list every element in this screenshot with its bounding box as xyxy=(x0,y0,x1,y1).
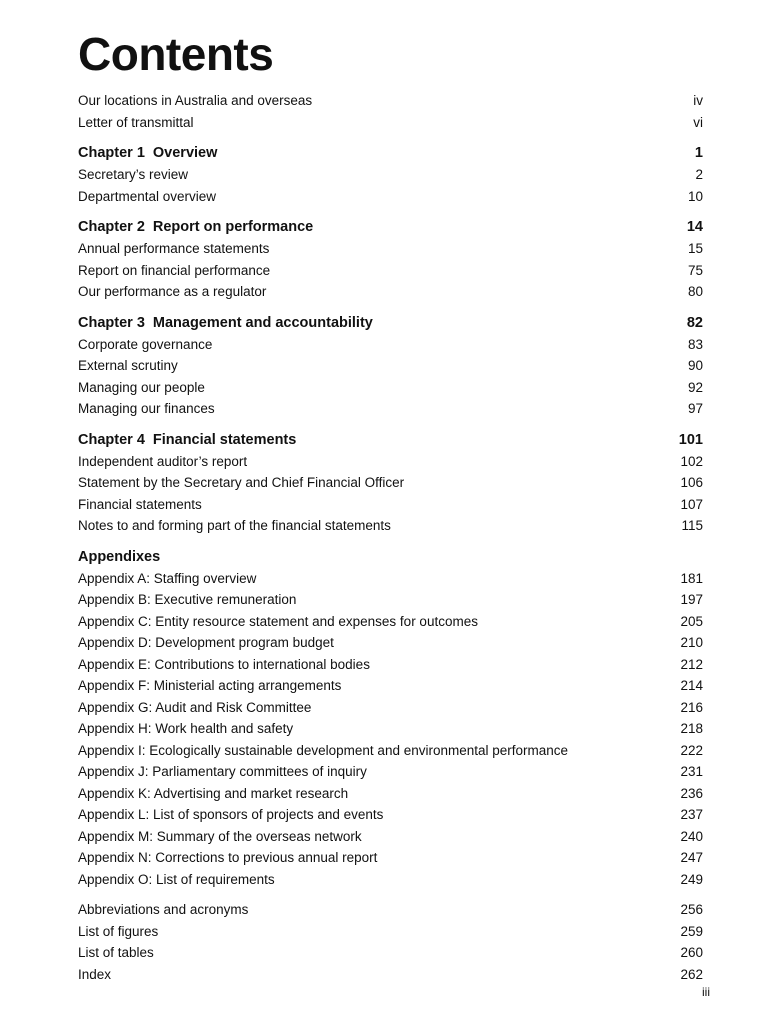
toc-entry[interactable] xyxy=(78,899,703,921)
section-spacer xyxy=(78,207,703,216)
toc-entry-label: Appendix K: Advertising and market research xyxy=(78,785,349,801)
toc-entry-page: 214 xyxy=(680,678,703,693)
chapter-number: Chapter 3 xyxy=(78,314,145,331)
toc-entry-page: 181 xyxy=(680,570,703,586)
toc-entry-label: Managing our people xyxy=(78,379,205,395)
chapter-title: Management and accountability xyxy=(152,314,373,331)
toc-entry[interactable] xyxy=(78,515,703,537)
toc-entry-page: 260 xyxy=(680,945,703,960)
toc-entry-page: 262 xyxy=(680,966,703,982)
chapter-heading-title xyxy=(78,142,217,164)
chapter-heading[interactable] xyxy=(78,429,703,451)
toc-entry[interactable] xyxy=(78,164,703,186)
toc-entry-label: Appendix G: Audit and Risk Committee xyxy=(78,699,312,715)
toc-entry[interactable] xyxy=(78,654,703,676)
toc-entry[interactable] xyxy=(78,632,703,654)
toc-entry[interactable] xyxy=(78,718,703,740)
table-of-contents xyxy=(78,90,703,985)
toc-entry[interactable] xyxy=(78,494,703,516)
toc-entry[interactable] xyxy=(78,675,703,697)
toc-entry-page: 231 xyxy=(680,764,703,779)
toc-entry[interactable] xyxy=(78,847,703,869)
chapter-heading-title xyxy=(78,216,313,238)
toc-entry-label: Appendix A: Staffing overview xyxy=(78,570,257,586)
appendixes-heading-title: Appendixes xyxy=(78,548,161,565)
toc-entry[interactable] xyxy=(78,281,703,303)
toc-entry-page: 80 xyxy=(687,284,703,299)
toc-entry-label: Letter of transmittal xyxy=(78,114,194,130)
toc-entry[interactable] xyxy=(78,112,703,134)
toc-entry-page: 83 xyxy=(687,336,703,352)
toc-entry-page: 90 xyxy=(687,358,703,373)
chapter-title: Report on performance xyxy=(152,219,314,235)
section-spacer xyxy=(78,890,703,899)
toc-entry-label: Annual performance statements xyxy=(78,241,270,256)
toc-entry-page: 256 xyxy=(680,902,703,917)
toc-entry-page: 2 xyxy=(695,167,703,182)
chapter-number: Chapter 2 xyxy=(78,219,145,235)
page-title: Contents xyxy=(78,28,274,80)
toc-entry-label: Appendix C: Entity resource statement and expenses for outcomes xyxy=(78,613,478,629)
toc-entry-page: 222 xyxy=(680,742,703,758)
toc-entry-page: 197 xyxy=(680,592,703,607)
chapter-heading[interactable] xyxy=(78,312,703,334)
toc-entry-page: 205 xyxy=(680,613,703,629)
chapter-heading[interactable] xyxy=(78,216,703,238)
chapter-page: 14 xyxy=(686,219,703,235)
toc-entry-label: Appendix D: Development program budget xyxy=(78,635,334,650)
chapter-title: Overview xyxy=(152,145,218,161)
toc-entry[interactable] xyxy=(78,334,703,356)
toc-entry[interactable] xyxy=(78,942,703,964)
section-spacer xyxy=(78,133,703,142)
toc-entry-label: Appendix F: Ministerial acting arrangements xyxy=(78,678,342,693)
toc-entry-label: Appendix L: List of sponsors of projects and events xyxy=(78,807,384,822)
toc-entry-label: Appendix N: Corrections to previous annual report xyxy=(78,850,378,865)
toc-entry-page: 106 xyxy=(680,475,703,490)
toc-entry-page: 212 xyxy=(680,656,703,672)
toc-entry-label: Financial statements xyxy=(78,496,202,512)
toc-entry[interactable] xyxy=(78,826,703,848)
toc-entry-label: List of figures xyxy=(78,923,159,939)
toc-entry-page: 240 xyxy=(680,828,703,844)
toc-entry-label: Appendix B: Executive remuneration xyxy=(78,592,297,607)
appendixes-heading[interactable] xyxy=(78,546,703,568)
toc-entry-page: 92 xyxy=(687,379,703,395)
toc-entry-label: Appendix M: Summary of the overseas network xyxy=(78,828,362,844)
toc-entry-page: 75 xyxy=(687,262,703,278)
toc-entry-label: Appendix E: Contributions to international bodies xyxy=(78,656,370,672)
toc-entry[interactable] xyxy=(78,697,703,719)
toc-entry[interactable] xyxy=(78,761,703,783)
toc-entry[interactable] xyxy=(78,238,703,260)
toc-entry-label: Appendix J: Parliamentary committees of inquiry xyxy=(78,764,367,779)
toc-entry[interactable] xyxy=(78,186,703,208)
toc-entry-label: Index xyxy=(78,966,112,982)
chapter-heading[interactable] xyxy=(78,142,703,164)
toc-entry-page: 249 xyxy=(680,871,703,887)
toc-entry-label: Appendix O: List of requirements xyxy=(78,871,275,887)
toc-entry-page: 102 xyxy=(680,453,703,469)
toc-entry-label: Our performance as a regulator xyxy=(78,284,267,299)
toc-entry[interactable] xyxy=(78,398,703,420)
section-spacer xyxy=(78,303,703,312)
toc-entry-label: Our locations in Australia and overseas xyxy=(78,93,313,108)
toc-entry-label: Abbreviations and acronyms xyxy=(78,902,249,917)
chapter-page: 101 xyxy=(678,431,703,448)
toc-entry[interactable] xyxy=(78,451,703,473)
toc-entry-page: 259 xyxy=(680,923,703,939)
section-spacer xyxy=(78,537,703,546)
toc-entry-label: Secretary’s review xyxy=(78,167,189,182)
toc-entry-page: 216 xyxy=(680,699,703,715)
toc-entry[interactable] xyxy=(78,568,703,590)
toc-entry-page: 107 xyxy=(680,496,703,512)
toc-entry-label: Independent auditor’s report xyxy=(78,453,248,469)
toc-entry-page: 10 xyxy=(687,188,703,204)
toc-entry[interactable] xyxy=(78,90,703,112)
toc-entry-label: Corporate governance xyxy=(78,336,213,352)
chapter-number: Chapter 4 xyxy=(78,431,145,448)
toc-entry[interactable] xyxy=(78,355,703,377)
toc-entry[interactable] xyxy=(78,804,703,826)
toc-entry-label: External scrutiny xyxy=(78,358,178,373)
chapter-title: Financial statements xyxy=(152,431,297,448)
chapter-heading-title xyxy=(78,312,373,334)
toc-entry[interactable] xyxy=(78,611,703,633)
toc-entry-label: Appendix I: Ecologically sustainable development and environmental performance xyxy=(78,742,569,758)
toc-entry-label: Managing our finances xyxy=(78,401,215,416)
toc-entry[interactable] xyxy=(78,783,703,805)
toc-entry-page: 15 xyxy=(687,241,703,256)
toc-entry[interactable] xyxy=(78,740,703,762)
toc-entry[interactable] xyxy=(78,921,703,943)
toc-entry[interactable] xyxy=(78,589,703,611)
toc-entry[interactable] xyxy=(78,377,703,399)
toc-entry-page: iv xyxy=(693,93,703,108)
section-spacer xyxy=(78,420,703,429)
toc-entry[interactable] xyxy=(78,869,703,891)
toc-entry-page: 218 xyxy=(680,721,703,736)
page-number: iii xyxy=(702,985,710,999)
chapter-number: Chapter 1 xyxy=(78,145,145,161)
toc-entry-page: 247 xyxy=(680,850,703,865)
toc-entry-page: 237 xyxy=(680,807,703,822)
chapter-page: 82 xyxy=(686,314,703,331)
toc-entry-label: Report on financial performance xyxy=(78,262,271,278)
toc-entry[interactable] xyxy=(78,472,703,494)
chapter-heading-title xyxy=(78,429,296,451)
toc-entry-page: 115 xyxy=(681,518,703,533)
toc-entry-page: vi xyxy=(693,114,703,130)
toc-entry-label: Statement by the Secretary and Chief Financial Officer xyxy=(78,475,405,490)
toc-entry-page: 97 xyxy=(687,401,703,416)
toc-entry-page: 236 xyxy=(680,785,703,801)
toc-entry-label: List of tables xyxy=(78,945,154,960)
toc-entry-label: Departmental overview xyxy=(78,188,217,204)
toc-entry[interactable] xyxy=(78,260,703,282)
toc-entry-page: 210 xyxy=(680,635,703,650)
chapter-page: 1 xyxy=(694,145,703,161)
toc-entry-label: Notes to and forming part of the financial statements xyxy=(78,518,391,533)
toc-entry[interactable] xyxy=(78,964,703,986)
toc-entry-label: Appendix H: Work health and safety xyxy=(78,721,294,736)
